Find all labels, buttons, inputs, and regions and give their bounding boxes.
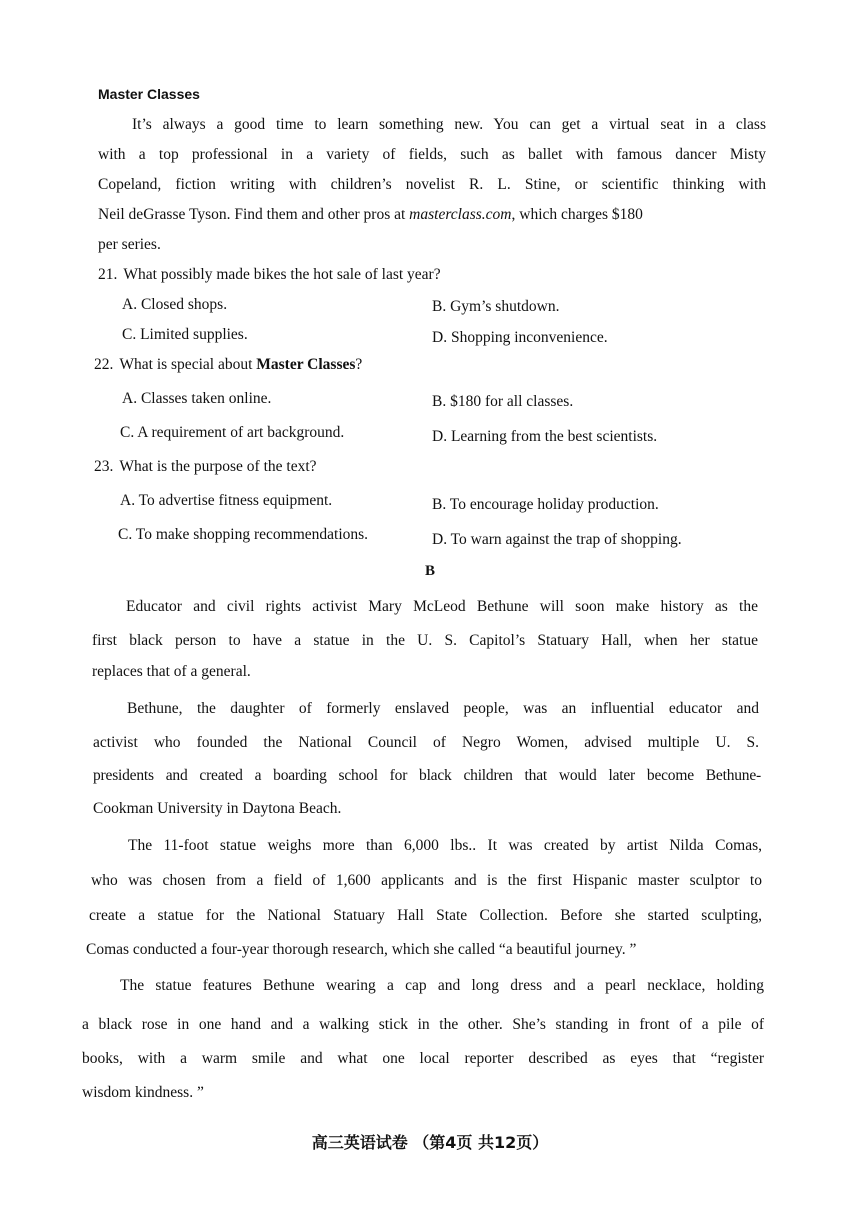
paragraph-line: a black rose in one hand and a walking stick in the other. She’s standing in front of a pile of (82, 1016, 764, 1033)
option-21a[interactable]: A. Closed shops. (122, 296, 228, 313)
option-23c[interactable]: C. To make shopping recommendations. (118, 526, 369, 543)
paragraph-line: Bethune, the daughter of formerly enslaved people, was an influential educator and (127, 700, 759, 717)
paragraph-line: Educator and civil rights activist Mary McLeod Bethune will soon make history as the (126, 598, 758, 615)
option-22a[interactable]: A. Classes taken online. (122, 390, 272, 407)
paragraph-line: The statue features Bethune wearing a cap and long dress and a pearl necklace, holding (120, 977, 764, 994)
paragraph-line: per series. (98, 236, 161, 253)
option-23d[interactable]: D. To warn against the trap of shopping. (432, 531, 682, 548)
paragraph-line: activist who founded the National Council of Negro Women, advised multiple U. S. (93, 734, 759, 751)
paragraph-line: wisdom kindness. ” (82, 1084, 204, 1101)
option-22c[interactable]: C. A requirement of art background. (120, 424, 345, 441)
section-b-label: B (424, 563, 435, 579)
option-21b[interactable]: B. Gym’s shutdown. (432, 298, 560, 315)
question-22: 22. What is special about Master Classes? (94, 356, 363, 373)
paragraph-line: replaces that of a general. (92, 663, 251, 680)
section-heading: Master Classes (98, 86, 200, 102)
paragraph-line: Comas conducted a four-year thorough research, which she called “a beautiful journey. ” (86, 941, 637, 958)
paragraph-line: presidents and created a boarding school for black children that would later become Bethune- (93, 767, 761, 784)
question-23: 23. What is the purpose of the text? (94, 458, 317, 475)
page-footer: 高三英语试卷 （第4页 共12页） (311, 1133, 549, 1152)
paragraph-line: It’s always a good time to learn something new. You can get a virtual seat in a class (132, 116, 766, 133)
paragraph-line: Copeland, fiction writing with children’s novelist R. L. Stine, or scientific thinking with (98, 176, 766, 193)
paragraph-line: Cookman University in Daytona Beach. (93, 800, 342, 817)
option-22d[interactable]: D. Learning from the best scientists. (432, 428, 658, 445)
paragraph-line: who was chosen from a field of 1,600 applicants and is the first Hispanic master sculptor to (91, 872, 762, 889)
question-21: 21. What possibly made bikes the hot sale of last year? (98, 266, 441, 283)
option-22b[interactable]: B. $180 for all classes. (432, 393, 574, 410)
website-text: masterclass.com (409, 206, 512, 223)
paragraph-line: with a top professional in a variety of fields, such as ballet with famous dancer Misty (98, 146, 766, 163)
paragraph-line: first black person to have a statue in the U. S. Capitol’s Statuary Hall, when her statue (92, 632, 758, 649)
paragraph-line: create a statue for the National Statuary Hall State Collection. Before she started sculpting, (89, 907, 762, 924)
option-21c[interactable]: C. Limited supplies. (122, 326, 248, 343)
option-21d[interactable]: D. Shopping inconvenience. (432, 329, 608, 346)
paragraph-line: The 11-foot statue weighs more than 6,000 lbs.. It was created by artist Nilda Comas, (128, 837, 762, 854)
option-23a[interactable]: A. To advertise fitness equipment. (120, 492, 333, 509)
paragraph-line: Neil deGrasse Tyson. Find them and other pros at masterclass.com, which charges $180 (98, 206, 643, 223)
option-23b[interactable]: B. To encourage holiday production. (432, 496, 659, 513)
paragraph-line: books, with a warm smile and what one local reporter described as eyes that “register (82, 1050, 764, 1067)
